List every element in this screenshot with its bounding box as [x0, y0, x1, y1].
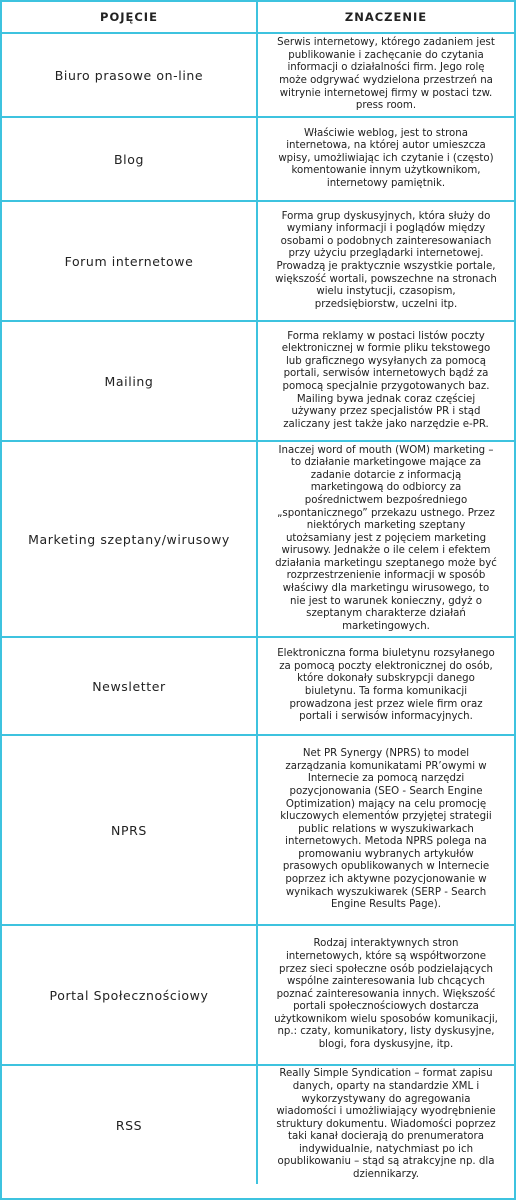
table-row: [2, 442, 514, 638]
term-cell: Blog: [2, 118, 258, 200]
meaning-cell: Forma reklamy w postaci listów poczty elektronicznej w formie pliku tekstowego lub graficznego wysyłanych za pomocą portali, serwisów internetowych bądź za pomocą specjalnie przygotowanych baz. Mailing bywa jednak coraz częściej używany przez specjalistów PR i stąd zaliczany jest także jako narzędzie e-PR.: [281, 330, 491, 430]
table-row: [2, 926, 514, 1066]
header-term: POJĘCIE: [2, 2, 258, 32]
table-row: [2, 34, 514, 118]
meaning-cell: Serwis internetowy, którego zadaniem jest publikowanie i zachęcanie do czytania informacji o działalności firm. Jego rolę może odgrywać wydzielona przestrzeń na witrynie internetowej firmy w postaci tzw. press room.: [277, 37, 495, 112]
term-cell: Marketing szeptany/wirusowy: [2, 442, 258, 636]
meaning-cell: Net PR Synergy (NPRS) to model zarządzania komunikatami PR’owymi w Internecie za pomocą narzędzi pozycjonowania (SEO - Search Engine Optimization) mający na celu promocję kluczowych elementów przyjętej strategii public relations w wyszukiwarkach internetowych. Metoda NPRS polega na promowaniu wybranych artykułów prasowych opublikowanych w Internecie poprzez ich aktywne pozycjonowanie w wynikach wyszukiwarek (SERP - Search Engine Results Page).: [280, 748, 492, 911]
meaning-cell: Really Simple Syndication – format zapisu danych, oparty na standardzie XML i wykorzystywany do agregowania wiadomości i umożliwiający wyodrębnienie struktury dokumentu. Wiadomości poprzez taki kanał docierają do prenumeratora indywidualnie, natychmiast po ich opublikowaniu – stąd są atrakcyjne np. dla dziennikarzy.: [276, 1068, 496, 1181]
term-cell: Portal Społecznościowy: [2, 926, 258, 1064]
table-row: [2, 1066, 514, 1184]
table-header: [2, 2, 514, 34]
table-row: [2, 736, 514, 926]
table-row: [2, 202, 514, 322]
meaning-cell: Elektroniczna forma biuletynu rozsyłanego za pomocą poczty elektronicznej do osób, które dokonały subskrypcji danego biuletynu. Ta forma komunikacji prowadzona jest przez wiele firm oraz portali i serwisów informacyjnych.: [277, 648, 495, 723]
term-cell: Biuro prasowe on-line: [2, 34, 258, 116]
header-meaning: ZNACZENIE: [344, 9, 428, 24]
term-cell: Mailing: [2, 322, 258, 440]
table-row: [2, 322, 514, 442]
meaning-cell: Inaczej word of mouth (WOM) marketing – to działanie marketingowe mające za zadanie dotarcie z informacją marketingową do odbiorcy za pośrednictwem bezpośredniego „spontanicznego” przekazu ustnego. Przez niektórych marketing szeptany utożsamiany jest z pojęciem marketing wirusowy. Jednakże o ile celem i efektem działania marketingu szeptanego może być rozprzestrzenienie informacji w sposób właściwy dla marketingu wirusowego, to nie jest to warunek konieczny, gdyż o szeptanym charakterze działań marketingowych.: [275, 444, 497, 632]
term-cell: Newsletter: [2, 638, 258, 734]
term-cell: RSS: [2, 1066, 258, 1184]
table-row: [2, 638, 514, 736]
term-cell: Forum internetowe: [2, 202, 258, 320]
meaning-cell: Właściwie weblog, jest to strona internetowa, na której autor umieszcza wpisy, umożliwiając ich czytanie i (często) komentowanie innym użytkownikom, internetowy pamiętnik.: [278, 127, 494, 189]
table-row: [2, 118, 514, 202]
term-cell: NPRS: [2, 736, 258, 924]
meaning-cell: Rodzaj interaktywnych stron internetowych, które są współtworzone przez sieci społeczne osób podzielających wspólne zainteresowania lub chcących poznać zainteresowania innych. Większość portali społecznościowych dostarcza użytkownikom wielu sposobów komunikacji, np.: czaty, komunikatory, listy dyskusyjne, blogi, fora dyskusyjne, itp.: [274, 938, 498, 1051]
meaning-cell: Forma grup dyskusyjnych, która służy do wymiany informacji i poglądów między osobami o podobnych zainteresowaniach przy użyciu przeglądarki internetowej. Prowadzą je praktycznie wszystkie portale, większość wortali, powszechne na stronach wielu instytucji, czasopism, przedsiębiorstw, uczelni itp.: [275, 210, 497, 310]
